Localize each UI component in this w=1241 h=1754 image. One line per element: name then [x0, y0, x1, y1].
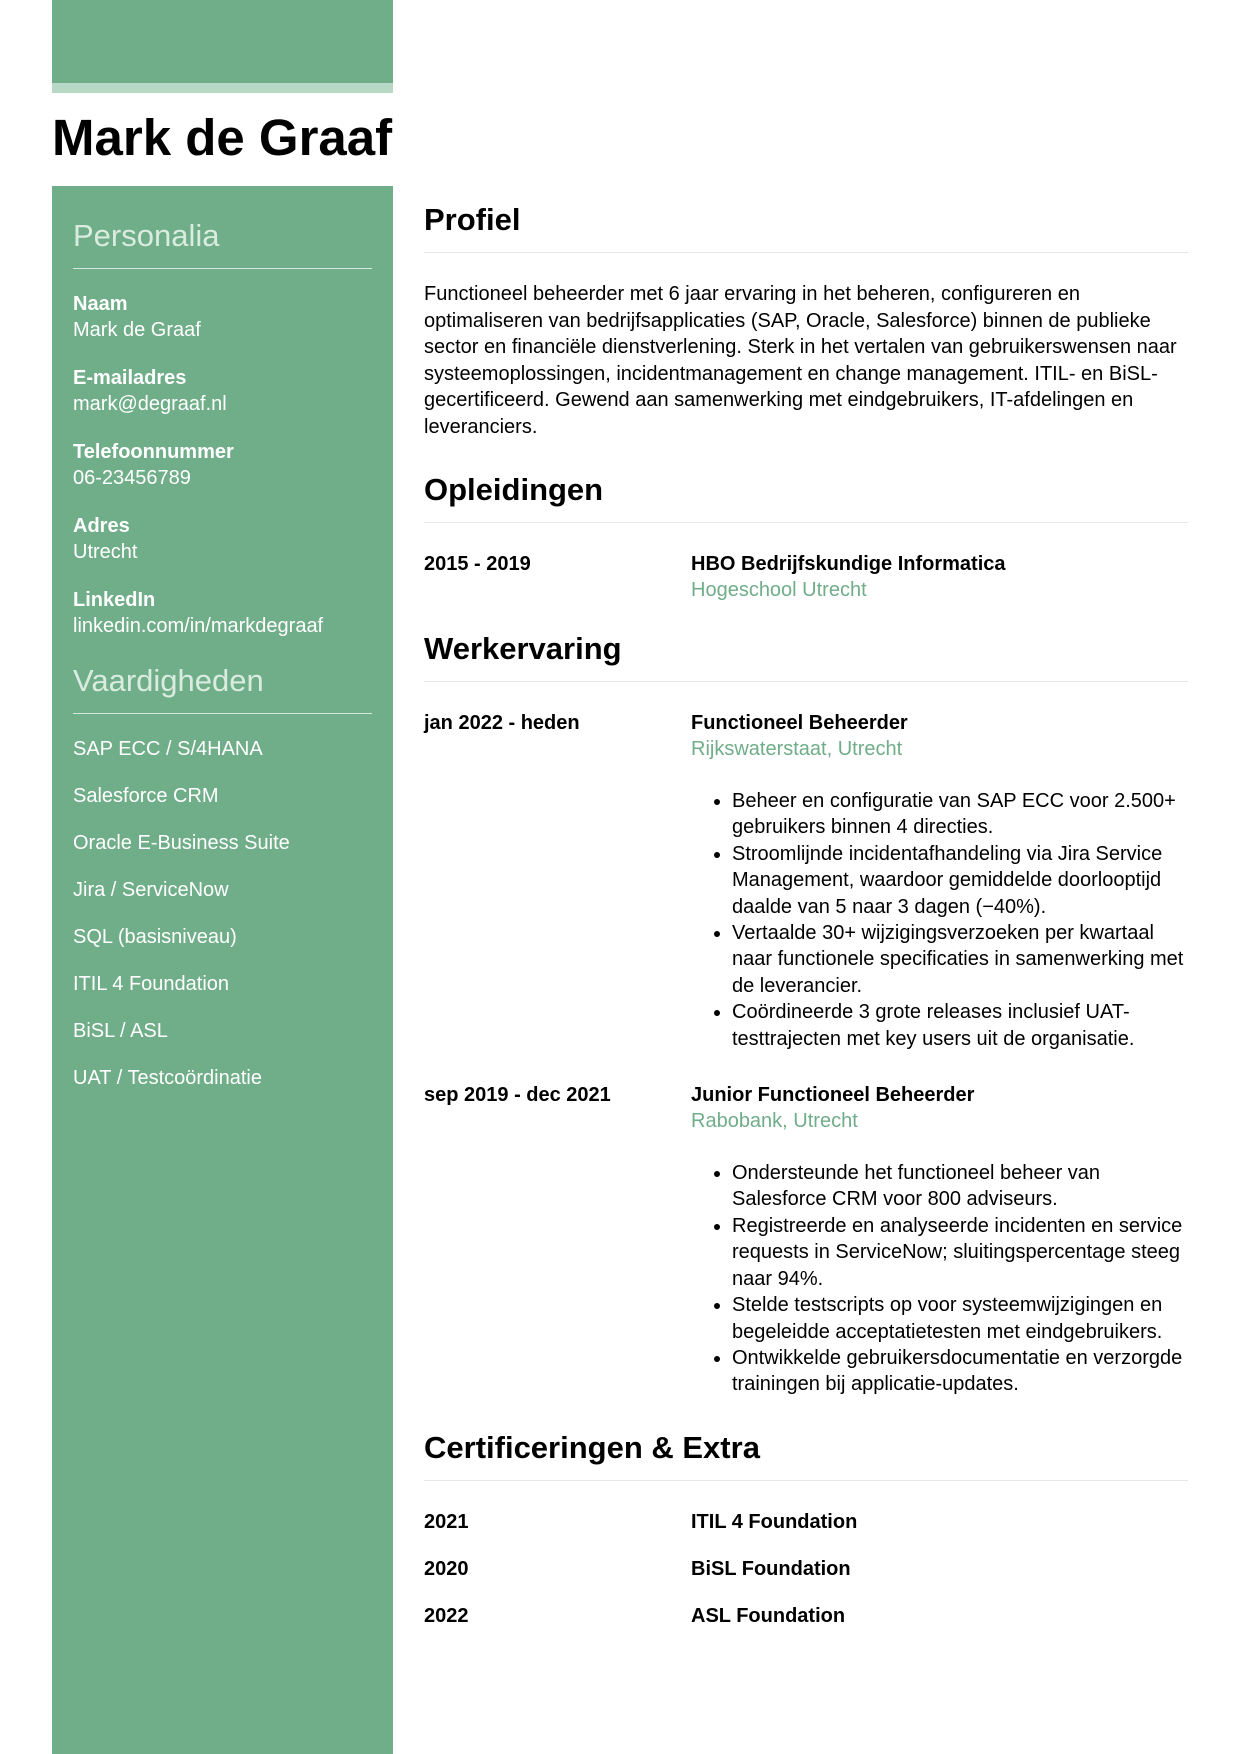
personalia-heading: Personalia	[73, 216, 372, 269]
info-value: Utrecht	[73, 541, 138, 563]
cert-year: 2022	[424, 1604, 469, 1627]
work-section	[424, 629, 1188, 1398]
education-institution: Hogeschool Utrecht	[691, 579, 867, 601]
work-bullet: • Stelde testscripts op voor systeemwijzigingen en begeleidde acceptatietesten met eindgebruikers.	[732, 1292, 1188, 1345]
cert-entry	[424, 1556, 1188, 1582]
info-value: 06-23456789	[73, 467, 191, 489]
cert-year: 2020	[424, 1557, 469, 1580]
skills-heading: Vaardigheden	[73, 661, 372, 714]
info-name	[73, 291, 372, 343]
info-value: Mark de Graaf	[73, 319, 201, 341]
cv-name-title: Mark de Graaf	[52, 109, 393, 166]
skill-item: BiSL / ASL	[73, 1020, 168, 1042]
sidebar-top-bar	[52, 0, 393, 83]
skill-item: SAP ECC / S/4HANA	[73, 738, 263, 760]
certifications-section	[424, 1428, 1188, 1629]
work-title: Functioneel Beheerder	[691, 712, 908, 734]
sidebar-top-stripe	[52, 83, 393, 93]
work-bullet: • Registreerde en analyseerde incidenten en service requests in ServiceNow; sluitingspercentage steeg naar 94%.	[732, 1213, 1188, 1292]
education-period: 2015 - 2019	[424, 553, 531, 575]
education-section	[424, 470, 1188, 603]
skill-item: UAT / Testcoördinatie	[73, 1067, 262, 1089]
work-bullet: • Beheer en configuratie van SAP ECC voor 2.500+ gebruikers binnen 4 directies.	[732, 788, 1188, 841]
info-value: mark@degraaf.nl	[73, 393, 227, 415]
info-label: E-mailadres	[73, 367, 187, 389]
work-body	[691, 1082, 1188, 1398]
skill-item: Jira / ServiceNow	[73, 879, 229, 901]
work-bullet: • Vertaalde 30+ wijzigingsverzoeken per kwartaal naar functionele specificaties in samenwerking met de leverancier.	[732, 920, 1188, 999]
info-label: Naam	[73, 293, 128, 315]
work-bullet-list	[691, 1160, 1188, 1398]
work-employer: Rabobank, Utrecht	[691, 1110, 858, 1133]
sidebar	[52, 186, 393, 1754]
work-bullet: • Ondersteunde het functioneel beheer van Salesforce CRM voor 800 adviseurs.	[732, 1160, 1188, 1213]
info-address	[73, 513, 372, 565]
profile-section	[424, 200, 1188, 440]
skill-item: ITIL 4 Foundation	[73, 973, 230, 995]
info-value: linkedin.com/in/markdegraaf	[73, 615, 324, 637]
work-bullet-list	[691, 788, 1188, 1052]
work-body	[691, 710, 1188, 1052]
skill-item: Oracle E-Business Suite	[73, 832, 290, 854]
cert-title: ASL Foundation	[691, 1604, 846, 1627]
cert-title: BiSL Foundation	[691, 1557, 851, 1580]
info-label: LinkedIn	[73, 589, 156, 611]
main-content	[424, 200, 1188, 1650]
cert-title: ITIL 4 Foundation	[691, 1510, 858, 1533]
work-bullet: • Ontwikkelde gebruikersdocumentatie en verzorgde trainingen bij applicatie-updates.	[732, 1345, 1188, 1398]
work-bullet: • Stroomlijnde incidentafhandeling via Jira Service Management, waardoor gemiddelde doorlooptijd daalde van 5 naar 3 dagen (−40%).	[732, 841, 1188, 920]
profile-heading: Profiel	[424, 200, 1188, 253]
skill-item: Salesforce CRM	[73, 785, 219, 807]
skill-item: SQL (basisniveau)	[73, 926, 237, 948]
work-bullet: • Coördineerde 3 grote releases inclusief UAT-testtrajecten met key users uit de organisatie.	[732, 999, 1188, 1052]
work-entry	[424, 1082, 1188, 1398]
education-heading: Opleidingen	[424, 470, 1188, 523]
work-heading: Werkervaring	[424, 629, 1188, 682]
info-linkedin	[73, 587, 372, 639]
cert-entry	[424, 1603, 1188, 1629]
work-period: sep 2019 - dec 2021	[424, 1084, 611, 1107]
work-employer: Rijkswaterstaat, Utrecht	[691, 738, 903, 760]
work-title: Junior Functioneel Beheerder	[691, 1084, 975, 1107]
info-label: Adres	[73, 515, 130, 537]
education-entry	[424, 551, 1188, 603]
education-title: HBO Bedrijfskundige Informatica	[691, 553, 1006, 575]
profile-text: Functioneel beheerder met 6 jaar ervaring in het beheren, configureren en optimaliseren van bedrijfsapplicaties (SAP, Oracle, Salesforce) binnen de publieke sector en financiële dienstverlening. Sterk in het vertalen van gebruikerswensen naar systeemoplossingen, incidentmanagement en change management. ITIL- en BiSL-gecertificeerd. Gewend aan samenwerking met eindgebruikers, IT-afdelingen en leveranciers.	[424, 283, 1177, 438]
work-period: jan 2022 - heden	[424, 712, 580, 734]
education-body	[691, 551, 1188, 603]
info-email	[73, 365, 372, 417]
info-label: Telefoonnummer	[73, 441, 234, 463]
cert-year: 2021	[424, 1510, 469, 1533]
info-phone	[73, 439, 372, 491]
cert-entry	[424, 1509, 1188, 1535]
work-entry	[424, 710, 1188, 1052]
certifications-heading: Certificeringen & Extra	[424, 1428, 1188, 1481]
